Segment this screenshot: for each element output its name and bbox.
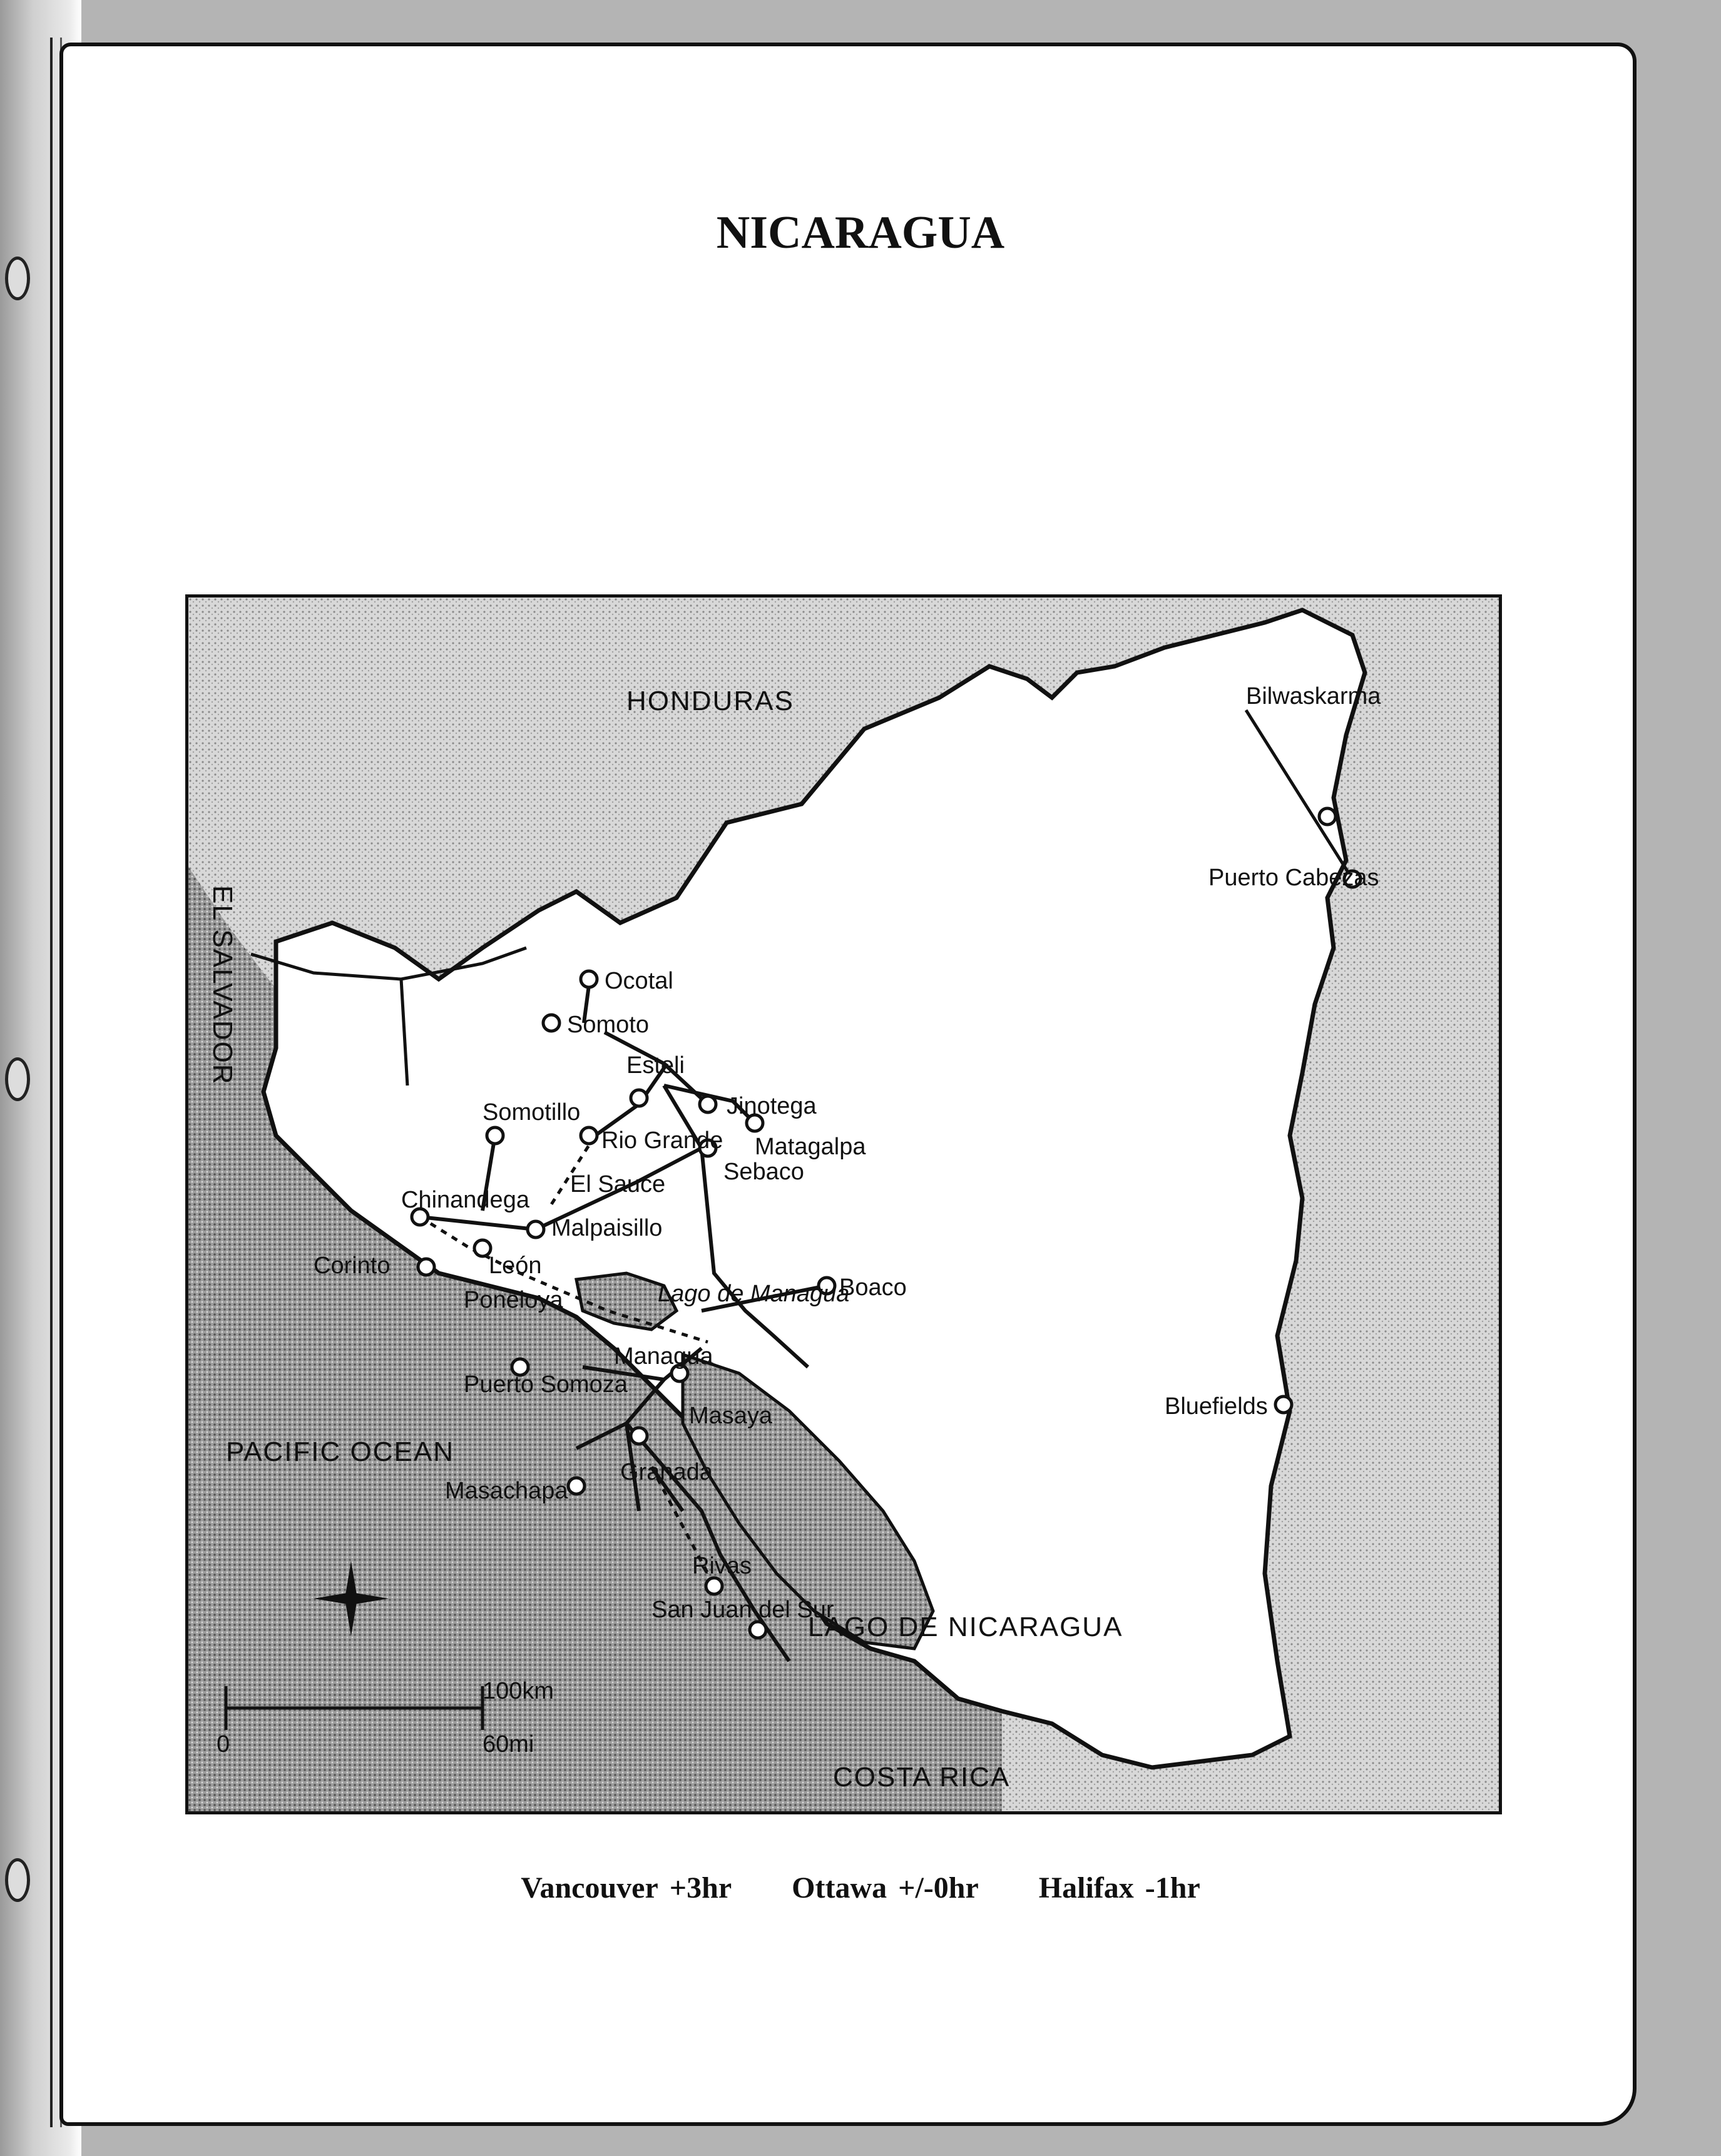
- label-poneloya: Poneloya: [464, 1287, 563, 1313]
- label-chinandega: Chinandega: [401, 1187, 529, 1213]
- label-pacific-ocean: PACIFIC OCEAN: [226, 1436, 455, 1467]
- label-scale-km: 100km: [483, 1678, 554, 1704]
- timezone-halifax: [1039, 1871, 1200, 1904]
- nicaragua-map: [185, 594, 1502, 1814]
- label-rivas: Rivas: [692, 1553, 752, 1579]
- label-puerto-somoza: Puerto Somoza: [464, 1371, 628, 1398]
- label-jinotega: Jinotega: [727, 1093, 817, 1119]
- label-honduras: HONDURAS: [626, 686, 794, 716]
- page-title: NICARAGUA: [716, 207, 1005, 258]
- label-puerto-cabezas: Puerto Cabezas: [1208, 865, 1379, 891]
- label-sebaco: Sebaco: [723, 1159, 804, 1185]
- label-rio-grande: Rio Grande: [601, 1127, 723, 1154]
- timezone-city: Ottawa: [792, 1871, 887, 1904]
- label-esteli: Esteli: [626, 1052, 685, 1079]
- timezone-city: Vancouver: [521, 1871, 658, 1904]
- label-el-sauce: El Sauce: [570, 1171, 666, 1197]
- label-ocotal: Ocotal: [605, 968, 673, 994]
- label-lago-de-nicaragua: LAGO DE NICARAGUA: [808, 1612, 1123, 1642]
- label-leon: León: [489, 1253, 542, 1279]
- label-masachapa: Masachapa: [445, 1478, 568, 1504]
- label-lago-de-managua: Lago de Managua: [658, 1281, 850, 1307]
- label-el-salvador: EL SALVADOR: [207, 885, 238, 1086]
- label-masaya: Masaya: [689, 1403, 773, 1429]
- label-corinto: Corinto: [314, 1253, 391, 1279]
- binder-hole-middle: [5, 1057, 30, 1101]
- label-matagalpa: Matagalpa: [755, 1134, 866, 1160]
- timezone-city: Halifax: [1038, 1871, 1134, 1904]
- label-malpaisillo: Malpaisillo: [551, 1215, 663, 1241]
- label-boaco: Boaco: [839, 1274, 907, 1301]
- timezone-ottawa: [792, 1871, 979, 1904]
- label-costa-rica: COSTA RICA: [833, 1762, 1011, 1792]
- time-zone-line: [0, 1871, 1721, 1905]
- label-somoto: Somoto: [567, 1012, 649, 1038]
- label-bilwaskarma: Bilwaskarma: [1246, 683, 1381, 709]
- label-managua: Managua: [614, 1343, 713, 1370]
- map-svg: [188, 597, 1499, 1811]
- label-scale-zero: 0: [217, 1731, 230, 1757]
- timezone-offset: -1hr: [1145, 1871, 1200, 1904]
- label-granada: Granada: [620, 1459, 713, 1485]
- timezone-vancouver: [521, 1871, 732, 1904]
- binder-hole-top: [5, 257, 30, 300]
- label-somotillo: Somotillo: [483, 1099, 581, 1126]
- timezone-offset: +3hr: [669, 1871, 732, 1904]
- timezone-offset: +/-0hr: [898, 1871, 979, 1904]
- label-san-juan-del-sur: San Juan del Sur: [651, 1597, 834, 1623]
- label-bluefields: Bluefields: [1165, 1393, 1268, 1420]
- label-scale-miles: 60mi: [483, 1731, 534, 1757]
